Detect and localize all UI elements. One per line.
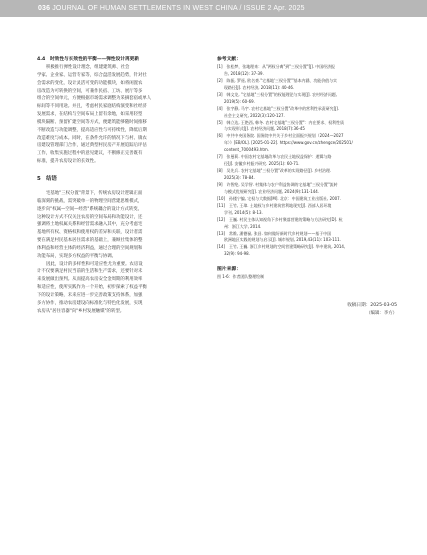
text-line: 农房从"居住容器"向"乡村发展触媒"的转型。 bbox=[37, 308, 125, 314]
reference-line: [4] 张宇静, 马宇. 农村宅基地"三权分置"改革中的营利性承责研究[J]. bbox=[217, 105, 340, 111]
reference-line: 告, 2018(12): 37-39. bbox=[224, 70, 264, 76]
text-line: 因此，设计的多样性和可适应性尤为重要。农房设 bbox=[46, 261, 143, 267]
references-list bbox=[217, 64, 397, 258]
text-line: 下的设计策略，未来应进一步完善政策支持体系，加强 bbox=[37, 292, 143, 298]
reference-line: 现路径[J]. 农村经济, 2018(11): 40-46. bbox=[224, 84, 295, 90]
section-5-heading: 5 结语 bbox=[37, 175, 57, 182]
reference-item bbox=[217, 203, 397, 217]
text-line: 和适应性，使所实践作为一个开始，初步探索了权益平衡 bbox=[37, 285, 147, 291]
reference-line: [1] 张松梦，张地理来：从"两权分离"到"三权分置"[J]. 中国经济报 bbox=[217, 64, 335, 69]
reference-line: [5] 韩立达, 王艳西, 韩冬. 农村宅基地"三权分置"：内在要求、权利性质 bbox=[217, 119, 344, 125]
conclusion-paragraph-1 bbox=[37, 190, 208, 261]
reference-item bbox=[217, 78, 397, 92]
received-date: 收稿日期：2025-03-05 bbox=[347, 303, 397, 308]
reference-line: content_7000493.htm. bbox=[224, 147, 269, 153]
reference-item bbox=[217, 217, 397, 231]
reference-line: 年）》[EB/OL]. [2025-01-22]. https://www.gov.cn/zhengce/202501/ bbox=[224, 140, 353, 146]
text-line: 临深刻的挑战，需突破单一的物理空间营建思维模式， bbox=[37, 198, 143, 204]
text-line: 房建设管理部门合作，通过典型村民房产开展追踪后评估 bbox=[37, 143, 147, 149]
text-line: 计不仅要满足村民当前的生活和生产需求，还要针对未 bbox=[37, 269, 143, 275]
reference-item bbox=[217, 133, 397, 154]
text-line: 体利益和经营主体的经济利益，通过合理的空间规划和 bbox=[37, 245, 143, 251]
text-line: 改造难度与成本。同时，在条件允许的情况下与村、镇农 bbox=[37, 135, 147, 141]
text-line: 强调将土地权属关系和经营需求融入其中，充分考虑宅 bbox=[37, 222, 143, 228]
reference-item bbox=[217, 182, 397, 196]
reference-line: [3] 韩文龙, "宅基地"三权分置"的权能理论与实现[J]. 农村经济问题, bbox=[217, 91, 337, 97]
text-line: 宅基地"三权分置"背景下，传统农房设计逻辑正面 bbox=[46, 190, 143, 196]
reference-item bbox=[217, 92, 397, 106]
text-line: 发展需求，在结构与空间布局上留有余地，如采用轻型 bbox=[37, 112, 143, 118]
reference-line: 与模式优规研究[J]. 农业经济问题, 2024(9):131-144. bbox=[224, 188, 320, 194]
image-source-title: 图片来源： bbox=[217, 267, 241, 273]
references-title: 参考文献： bbox=[217, 57, 241, 62]
reference-line: [14] 王竹, 王巍. 浙江乡村规划的空间营建策略研究[J]. 华中建筑, 2014, bbox=[217, 244, 346, 250]
text-line: 工作，收集实施过程中的意见建议，不断修正完善既有 bbox=[37, 151, 143, 157]
reference-item bbox=[217, 120, 397, 134]
text-line: 积极推行弹性设计理念，组建建筑师、社会 bbox=[46, 65, 130, 70]
text-line: 会需求的变化，设计灵活可变的功能模块，如将闲置农 bbox=[37, 80, 143, 86]
reference-item bbox=[217, 168, 397, 182]
reference-line: 欧洲地区实践的规划与启示[J]. 城市规划, 2019,43(11): 103-111. bbox=[224, 237, 341, 243]
reference-line: 2025(3): 78-84. bbox=[224, 175, 255, 180]
reference-line: 州：浙江大学, 2014. bbox=[224, 223, 262, 229]
reference-line: [6] 中共中央国务院. 国务院中共关于乡村全面振兴规划（2024—2027 bbox=[217, 133, 344, 139]
reference-line: [10] 孙楼宁编, 宅权与大数据[M]. 北京：中国建筑工业出版社, 2007. bbox=[217, 195, 341, 201]
reference-line: [13] 常维, 潘德禄, 张昌. 如何做好新时代乡村规划——基于中国 bbox=[217, 230, 332, 236]
reference-line: 学刊, 2014(5): 8-13. bbox=[224, 209, 263, 215]
reference-line: 社会主义研究, 2022(3):120-127. bbox=[224, 112, 285, 118]
editor-note: （编辑：李方） bbox=[366, 311, 397, 316]
journal-title: JOURNAL OF HUMAN SETTLEMENTS IN WEST CHINA / ISSUE 2 Apr. 2025 bbox=[52, 5, 305, 12]
reference-item bbox=[217, 196, 397, 203]
running-header bbox=[38, 3, 305, 14]
reference-item bbox=[217, 244, 397, 258]
reference-item bbox=[217, 106, 397, 120]
image-source-text: 图 1-6：作者团队整理绘制 bbox=[217, 274, 265, 280]
text-line: 功能布局，实现多方权益的平衡与协调。 bbox=[37, 253, 117, 259]
reference-line: [7] 张曼莉. 中国农村宅基地改革与农民土地权益保护：逻辑与路 bbox=[217, 154, 332, 160]
reference-line: [8] 吴先兵. 农村宅基地"三权分置"改革的实现路径[J]. 乡村治理. bbox=[217, 168, 332, 174]
text-line: 要在满足村民基本居住需求的基础上，兼顾社集体的整 bbox=[37, 238, 143, 244]
section-4-4-heading: 4.4 时效性与长效性的平衡——弹性设计再更新 bbox=[37, 57, 140, 62]
text-line: 标间等不同用途。并且，考虑村民家庭结构演变和社经济 bbox=[37, 104, 147, 110]
text-line: 学家、企业家、运营专家等，综合盘活发展趋势，针对社 bbox=[37, 72, 147, 78]
text-line: 不断改造与功能调整，提高适应性与可持续性，降低后期 bbox=[37, 127, 147, 133]
reference-line: 2019(5): 60-69. bbox=[224, 98, 255, 104]
text-line: 模块隔断、预留扩建空间等方式，便建筑能够随时间推移 bbox=[37, 119, 147, 125]
reference-line: [9] 许智纶, 吴学智. 村集体与农户利益协调的宅基地"三权分置"流转 bbox=[217, 181, 338, 187]
text-line: 逐步向"权属—空间—经营"系统耦合的设计方式转变。 bbox=[37, 206, 143, 212]
right-column bbox=[217, 56, 397, 280]
conclusion-paragraph-2 bbox=[37, 261, 208, 316]
text-line: 来发展做出预判。从而提高农房安全金周期的利用效率 bbox=[37, 277, 143, 283]
text-line: 基地所有权、资格权和使用权的差异和关联，设计者需 bbox=[37, 230, 143, 236]
reference-line: [11] 王竹, 王璋. 土地权与乡村建筑营利地现究[J]. 西部人居环境 bbox=[217, 202, 332, 208]
reference-item bbox=[217, 64, 397, 78]
text-line: 多方协作，推动农房建设向标准化与特色化发展，实现 bbox=[37, 300, 143, 306]
reference-line: [12] 王巍. 村民主体认知视角下乡村聚落营建的策略与方法研究[D]. 杭 bbox=[217, 216, 343, 222]
reference-line: 与实现形式[J]. 农村经济问题, 2018(7):36-45 bbox=[224, 126, 305, 132]
page-number: 036 bbox=[38, 5, 51, 12]
text-line: 组合的空间单元，方便根据市场需求调整为采摘套宿或单人 bbox=[37, 96, 152, 102]
reference-line: 径[J]. 安徽乡村振兴研究. 2025(1): 60-71. bbox=[224, 161, 300, 167]
reference-item bbox=[217, 154, 397, 168]
reference-item bbox=[217, 231, 397, 245]
section-4-4-paragraph bbox=[37, 64, 208, 166]
text-line: 房改造为可转换的空间，可兼作民宿、工坊、展厅等多 bbox=[37, 88, 143, 94]
reference-line: 32(9): 94-98. bbox=[224, 251, 250, 257]
left-column bbox=[37, 56, 208, 315]
reference-line: [2] 陈振, 罗遥, 欧名豪."宅基地'三权分置'"基本内涵、功能价值与实 bbox=[217, 77, 337, 83]
text-line: 标准，提升农房设计的长效性。 bbox=[37, 159, 99, 165]
text-line: 这种设计方式不仅关注农房的空间布局和功能设计，还 bbox=[37, 214, 143, 220]
